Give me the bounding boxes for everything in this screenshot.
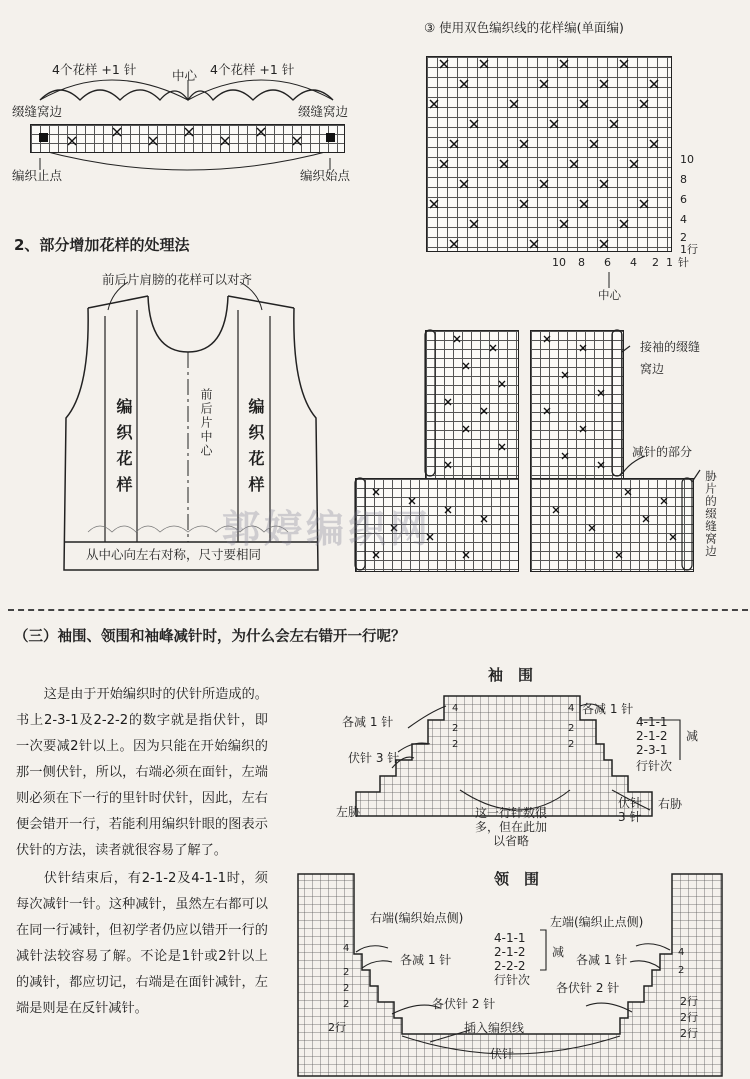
sleeve-cell-2-a: 2 (452, 723, 459, 734)
end-point-label: 编织止点 (12, 168, 63, 183)
fig3-stitch-unit: 针 (678, 256, 689, 269)
sleeve-left-side: 左胁 (336, 805, 361, 819)
neck-cell-2-left-b: 2 (343, 983, 350, 994)
neck-schedule-1: 4-1-1 (494, 931, 526, 945)
sleeve-cell-2-c: 2 (568, 723, 575, 734)
sleeve-omit-note: 这一行针数很多，但在此加以省略 (474, 806, 547, 848)
explanation-paragraph-2: 伏针结束后，有2-1-2及4-1-1时，须每次减针一针。这种减针，虽然左右都可以在同一行减针，但初学者仍应以错开一行的减针法较容易了解。不论是1针或2针以上的减针，都应切记，右端是在面针减针，左端是则是在反针减针。 (16, 871, 268, 1016)
neck-cell-4-left: 4 (343, 943, 350, 954)
sleeve-schedule-3: 2-3-1 (636, 743, 668, 757)
sleeve-seam-label: 接袖的缀缝窝边 (640, 340, 701, 376)
shoulder-note: 前后片肩膀的花样可以对齐 (102, 272, 253, 287)
pattern-label-right: 编织花样 (246, 398, 265, 502)
neck-two-rows-right-b: 2行 (680, 1011, 698, 1024)
sleeve-schedule-unit: 行针次 (636, 759, 673, 773)
fig3-row-tick-4: 4 (680, 213, 687, 226)
sleeve-cell-2-b: 2 (452, 739, 459, 750)
sleeve-cell-4-left: 4 (452, 703, 459, 714)
neck-cell-2-right-a: 2 (678, 965, 685, 976)
sleeve-bind3-left: 伏针 3 针 (348, 751, 400, 765)
neck-cell-2-left-a: 2 (343, 967, 350, 978)
sleeve-cell-4-right: 4 (568, 703, 575, 714)
neck-schedule-3: 2-2-2 (494, 959, 526, 973)
sleeve-title: 袖 围 (488, 666, 534, 684)
center-vertical-label: 前后片中心 (199, 388, 213, 458)
neck-dec1-right: 各减 1 针 (576, 953, 628, 967)
neck-cell-2-left-c: 2 (343, 999, 350, 1010)
sleeve-right-side: 右胁 (658, 797, 683, 811)
neck-bind2-right: 各伏针 2 针 (556, 981, 620, 995)
symmetry-note: 从中心向左右对称，尺寸要相同 (86, 547, 262, 562)
fig3-stitch-tick-10: 10 (552, 256, 566, 269)
fig3-title: ③ 使用双色编织线的花样编(单面编) (424, 20, 624, 35)
sleeve-cell-2-d: 2 (568, 739, 575, 750)
fig3-row-unit: 1行 (680, 243, 698, 256)
fig3-row-tick-2: 2 (680, 231, 687, 244)
pattern-label-left: 编织花样 (114, 398, 133, 502)
decrease-part-label: 减针的部分 (632, 445, 693, 459)
sleeve-bind3-right: 伏针3 针 (618, 796, 643, 824)
watermark: 郭婷编织网 (222, 507, 433, 551)
sleeve-schedule-1: 4-1-1 (636, 715, 668, 729)
neck-bind2-left: 各伏针 2 针 (432, 997, 496, 1011)
fig3-stitch-tick-6: 6 (604, 256, 611, 269)
neck-dec-word: 减 (552, 945, 565, 959)
section2-heading: 2、部分增加花样的处理法 (14, 236, 190, 254)
neck-schedule-2: 2-1-2 (494, 945, 526, 959)
start-point-label: 编织始点 (300, 168, 351, 183)
neck-two-rows-right-a: 2行 (680, 995, 698, 1008)
selvage-right-label: 缀缝窝边 (298, 104, 349, 119)
side-seam-label: 胁片的缀缝窝边 (704, 470, 718, 558)
pattern-count-left: 4个花样 +1 针 (52, 62, 137, 77)
neck-schedule-unit: 行针次 (494, 973, 531, 987)
neck-dec1-left: 各减 1 针 (400, 953, 452, 967)
neck-title: 领 围 (494, 870, 540, 888)
fig3-stitch-tick-2: 2 (652, 256, 659, 269)
selvage-left-label: 缀缝窝边 (12, 104, 63, 119)
neck-right-end: 右端(编织始点侧) (370, 911, 464, 925)
fig3-row-tick-10: 10 (680, 153, 694, 166)
sleeve-dec-word: 减 (686, 729, 699, 743)
sleeve-dec1-right: 各减 1 针 (582, 702, 634, 716)
neck-two-rows-left: 2行 (328, 1021, 346, 1034)
center-label-top: 中心 (172, 68, 198, 83)
neck-bind-off: 伏针 (490, 1047, 515, 1061)
sleeve-dec1-left: 各减 1 针 (342, 715, 394, 729)
fig3-row-tick-8: 8 (680, 173, 687, 186)
explanation-paragraph-1: 这是由于开始编织时的伏针所造成的。书上2-3-1及2-2-2的数字就是指伏针，即一次要减2针以上。因为只能在开始编织的那一侧伏针，所以，右端必须在面针，左端则必须在下一行的里针时伏针，因此，左右便会错开一行，若能利用编织针眼的图表示伏针的方法，读者就很容易了解了。 (16, 687, 268, 858)
neck-left-end: 左端(编织止点侧) (550, 915, 644, 929)
fig3-center-label: 中心 (598, 288, 621, 302)
neck-insert-yarn: 插入编织线 (464, 1021, 525, 1035)
neck-cell-4-right: 4 (678, 947, 685, 958)
neck-two-rows-right-c: 2行 (680, 1027, 698, 1040)
fig3-stitch-tick-1: 1 (666, 256, 673, 269)
fig3-stitch-tick-8: 8 (578, 256, 585, 269)
fig3-stitch-tick-4: 4 (630, 256, 637, 269)
sleeve-schedule-2: 2-1-2 (636, 729, 668, 743)
pattern-count-right: 4个花样 +1 针 (210, 62, 295, 77)
fig3-row-tick-6: 6 (680, 193, 687, 206)
section3-heading: （三）袖围、领围和袖峰减针时，为什么会左右错开一行呢？ (14, 629, 406, 645)
